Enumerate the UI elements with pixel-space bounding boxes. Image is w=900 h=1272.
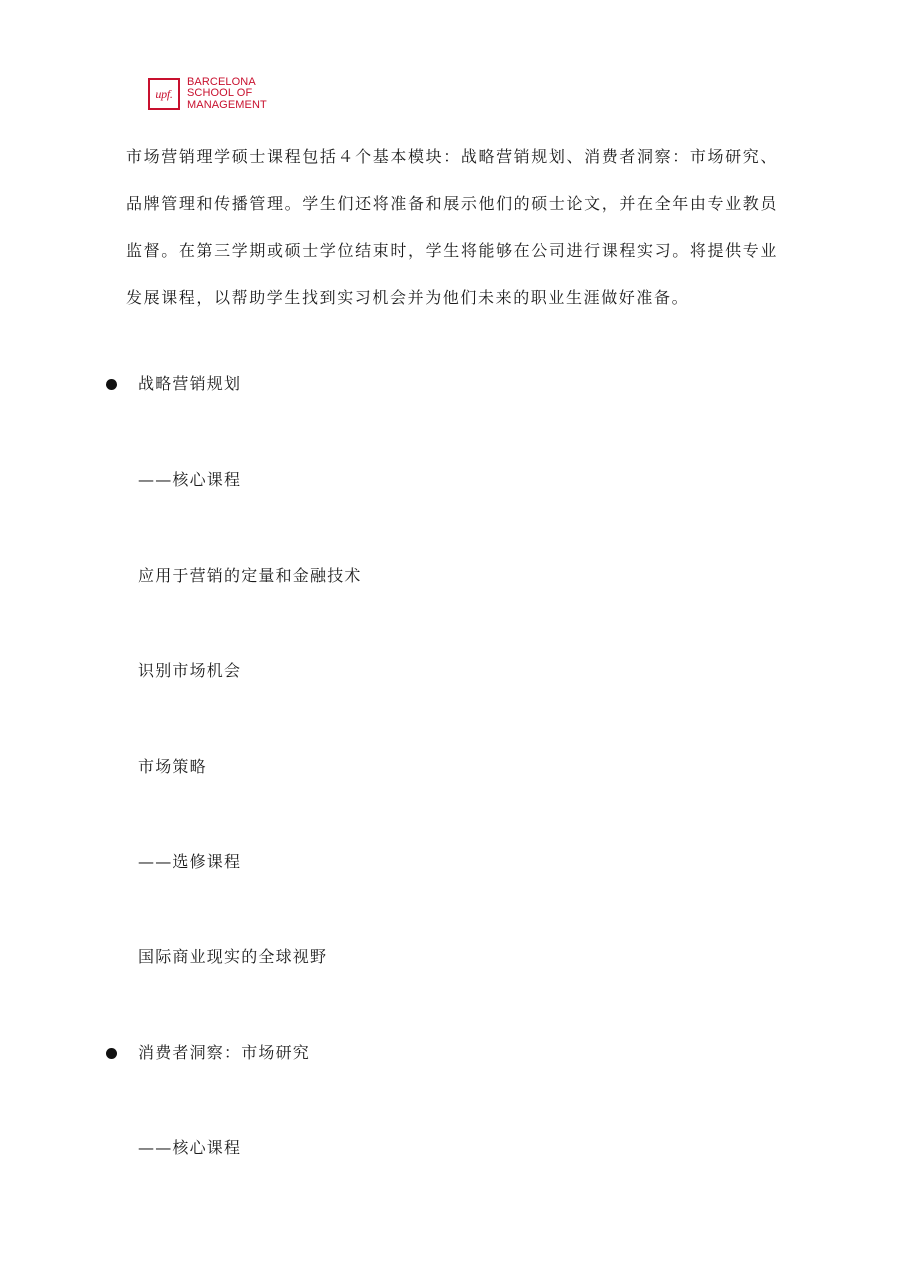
bullet-icon bbox=[106, 1048, 117, 1059]
course-item: 市场策略 bbox=[138, 757, 207, 776]
logo-line-3: MANAGEMENT bbox=[187, 98, 267, 111]
section-label-core-courses: ——核心课程 bbox=[138, 1138, 242, 1157]
logo-line-1: BARCELONA bbox=[187, 75, 256, 88]
logo-wordmark bbox=[187, 77, 267, 112]
course-item: 识别市场机会 bbox=[138, 661, 242, 680]
logo-line-2: SCHOOL OF bbox=[187, 87, 253, 100]
intro-paragraph: 市场营销理学硕士课程包括４个基本模块：战略营销规划、消费者洞察：市场研究、品牌管理和传播管理。学生们还将准备和展示他们的硕士论文，并在全年由专业教员监督。在第三学期或硕士学位结束时，学生将能够在公司进行课程实习。将提供专业发展课程，以帮助学生找到实习机会并为他们未来的职业生涯做好准备。 bbox=[126, 147, 778, 307]
school-logo bbox=[148, 76, 267, 112]
bullet-icon bbox=[106, 379, 117, 390]
section-label-core-courses: ——核心课程 bbox=[138, 470, 242, 489]
section-label-elective-courses: ——选修课程 bbox=[138, 852, 242, 871]
upf-logo-mark: upf. bbox=[148, 78, 180, 110]
course-item: 国际商业现实的全球视野 bbox=[138, 947, 328, 966]
course-item: 应用于营销的定量和金融技术 bbox=[138, 566, 362, 585]
module-title-strategic-marketing: 战略营销规划 bbox=[138, 374, 242, 393]
module-title-consumer-insights: 消费者洞察：市场研究 bbox=[138, 1043, 311, 1062]
